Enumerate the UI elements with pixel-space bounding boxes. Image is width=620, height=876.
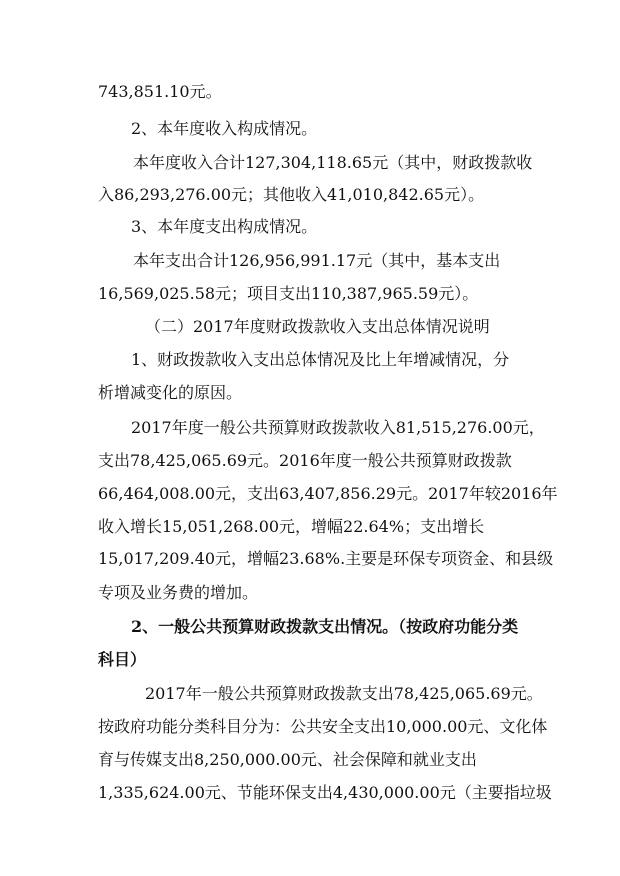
text-line: 本年度收入合计127,304,118.65元（其中，财政拨款收 xyxy=(133,153,533,172)
text-line: 析增减变化的原因。 xyxy=(98,383,243,402)
text-line: 2017年一般公共预算财政拨款支出78,425,065.69元。 xyxy=(145,684,543,703)
section-heading: （二）2017年度财政拨款收入支出总体情况说明 xyxy=(145,317,490,336)
text-line: 15,017,209.40元，增幅23.68%.主要是环保专项资金、和县级 xyxy=(98,549,554,568)
section-heading: 2、一般公共预算财政拨款支出情况。（按政府功能分类 xyxy=(131,617,519,636)
section-heading: 2、本年度收入构成情况。 xyxy=(131,119,318,138)
section-heading: 3、本年度支出构成情况。 xyxy=(131,217,318,236)
text-line: 2017年度一般公共预算财政拨款收入81,515,276.00元， xyxy=(131,418,545,437)
text-line: 1,335,624.00元、节能环保支出4,430,000.00元（主要指垃圾 xyxy=(98,783,552,802)
text-line: 按政府功能分类科目分为：公共安全支出10,000.00元、文化体 xyxy=(98,717,548,736)
text-line: 入86,293,276.00元；其他收入41,010,842.65元）。 xyxy=(98,185,485,204)
text-line: 1、财政拨款收入支出总体情况及比上年增减情况，分 xyxy=(131,350,510,369)
section-heading: 科目） xyxy=(98,650,147,669)
text-line: 本年支出合计126,956,991.17元（其中，基本支出 xyxy=(133,251,501,270)
text-line: 支出78,425,065.69元。2016年度一般公共预算财政拨款 xyxy=(98,451,512,470)
text-line: 16,569,025.58元；项目支出110,387,965.59元）。 xyxy=(98,284,479,303)
text-line: 收入增长15,051,268.00元，增幅22.64%；支出增长 xyxy=(98,517,485,536)
text-line: 66,464,008.00元，支出63,407,856.29元。2017年较2016年 xyxy=(98,484,558,503)
text-line: 育与传媒支出8,250,000.00元、社会保障和就业支出 xyxy=(98,750,477,769)
text-line: 专项及业务费的增加。 xyxy=(98,583,259,602)
text-line: 743,851.10元。 xyxy=(98,82,222,101)
